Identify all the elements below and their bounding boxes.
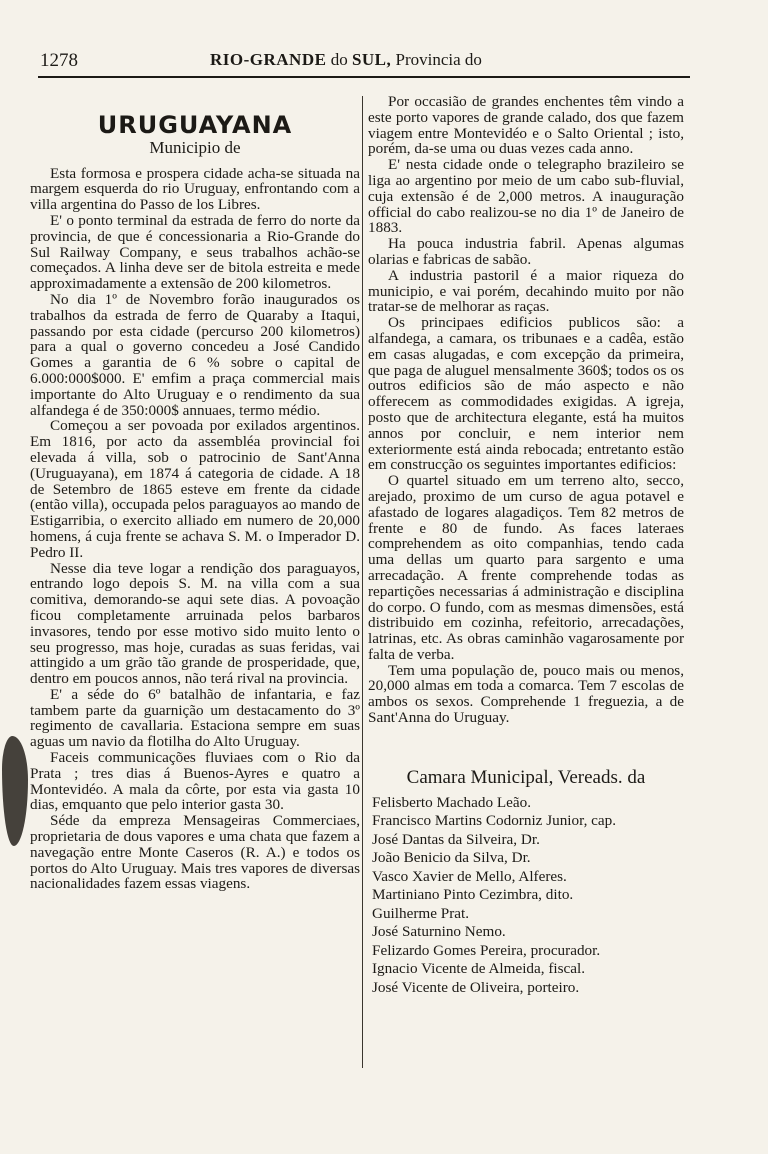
running-title-rio-grande: RIO-GRANDE xyxy=(210,50,327,69)
paragraph: E' nesta cidade onde o telegrapho brazileiro se liga ao argentino por meio de um cabo sub-fluvial, cuja extensão é de 2,000 metros. A inauguração official do cabo realizou-se no dia 1º de Janeiro de 1883. xyxy=(368,156,684,237)
ink-smudge xyxy=(2,736,28,846)
council-member: Ignacio Vicente de Almeida, fiscal. xyxy=(372,960,586,978)
paragraph: Esta formosa e prospera cidade acha-se situada na margem esquerda do rio Uruguay, enfrontando com a villa argentina do Passo de los Libres. xyxy=(30,164,360,214)
council-member: Felisberto Machado Leão. xyxy=(372,793,531,811)
council-member: José Vicente de Oliveira, porteiro. xyxy=(372,978,580,996)
paragraph: A industria pastoril é a maior riqueza do municipio, e vai porém, decahindo muito por não tratar-se de melhorar as raças. xyxy=(368,266,684,316)
paragraph: Os principaes edificios publicos são: a alfandega, a camara, os tribunaes e a cadêa, estão em casas alugadas, e com excepção da primeira, que paga de aluguel mensalmente 360$; todos os os outros edificios são de máo aspecto e não offerecem as commodidades exigidas. A igreja, posto que de architectura elegante, está ha muitos annos por concluir, e nem interior nem exteriormente está ainda rebocada; entretanto estão em construcção os seguintes importantes edificios: xyxy=(368,314,684,474)
council-member-list xyxy=(368,794,684,998)
running-title xyxy=(210,50,482,70)
camara-municipal-heading: Camara Municipal, Vereads. da xyxy=(406,766,646,788)
council-member: Vasco Xavier de Mello, Alferes. xyxy=(372,867,567,885)
left-column xyxy=(30,94,360,892)
header-rule xyxy=(38,76,690,78)
column-divider xyxy=(362,96,363,1068)
council-member: José Dantas da Silveira, Dr. xyxy=(372,830,540,848)
right-column xyxy=(368,94,684,997)
paragraph: Por occasião de grandes enchentes têm vindo a este porto vapores de grande calado, dos que fazem viagem entre Montevidéo e o Salto Oriental ; isto, porém, da-se uma ou duas vezes cada anno. xyxy=(368,93,684,158)
page-number: 1278 xyxy=(40,50,78,71)
paragraph: E' a séde do 6º batalhão de infantaria, e faz tambem parte da guarnição um destacamento do 3º regimento de cavallaria. Estaciona sempre em suas aguas um navio da flotilha do Alto Uruguay. xyxy=(30,685,360,751)
paragraph: Séde da empreza Mensageiras Commerciaes, proprietaria de dous vapores e uma chata que fazem a navegação entre Monte Caseros (R. A.) e todos os portos do Alto Uruguay. Mais tres vapores de diversas nacionalidades fazem essas viagens. xyxy=(30,812,360,893)
page-header xyxy=(40,50,690,74)
council-member: Guilherme Prat. xyxy=(372,904,470,922)
running-title-sul: SUL, xyxy=(351,50,392,69)
council-member: José Saturnino Nemo. xyxy=(372,923,506,941)
council-member: Francisco Martins Codorniz Junior, cap. xyxy=(372,812,617,830)
council-member: Felizardo Gomes Pereira, procurador. xyxy=(372,941,601,959)
section-subtitle: Municipio de xyxy=(149,137,241,157)
paragraph: Faceis communicações fluviaes com o Rio da Prata ; tres dias á Buenos-Ayres e quatro a Montevidéo. A mala da côrte, por esta via gasta 10 dias, emquanto que pelo interior gasta 30. xyxy=(30,749,360,814)
running-title-do: do xyxy=(326,50,352,69)
paragraph: No dia 1º de Novembro forão inaugurados os trabalhos da estrada de ferro de Quaraby a Itaqui, passando por esta cidade (percurso 200 kilometros) para a qual o governo concedeu a José Candido Gomes a garantia de 6 % sobre o capital de 6.000:000$000. E' emfim a praça commercial mais importante do Alto Uruguay e o rendimento da sua alfandega é de 350:000$ annuaes, termo médio. xyxy=(30,290,360,419)
council-member: Martiniano Pinto Cezimbra, dito. xyxy=(372,886,574,904)
paragraph: Começou a ser povoada por exilados argentinos. Em 1816, por acto da assembléa provincial foi elevada á villa, sob o patrocinio de Sant'Anna (Uruguayana), em 1874 á categoria de cidade. A 18 de Setembro de 1865 esteve em frente da cidade (então villa), occupada pelos paraguayos ao mando de Estigarribia, o exercito alliado em numero de 20,000 homens, á cuja frente se achava S. M. o Imperador D. Pedro II. xyxy=(30,417,360,561)
paragraph: Tem uma população de, pouco mais ou menos, 20,000 almas em toda a comarca. Tem 7 escolas de ambos os sexos. Comprehende 1 freguezia, a de Sant'Anna do Uruguay. xyxy=(368,661,684,727)
paragraph: Nesse dia teve logar a rendição dos paraguayos, entrando logo depois S. M. na villa com a sua comitiva, demorando-se aqui sete dias. A povoação ficou completamente arruinada pelos barbaros invasores, tendo por esse motivo sido muito lento o seu progresso, mas hoje, curadas as suas feridas, vai attingido a um grão tão grande de prosperidade, que, dentro em poucos annos, não terá rival na provincia. xyxy=(30,559,360,688)
section-title-uruguayana: URUGUAYANA xyxy=(97,111,293,139)
council-member: João Benicio da Silva, Dr. xyxy=(372,849,531,867)
paragraph: O quartel situado em um terreno alto, secco, arejado, proximo de um curso de agua potavel e afastado de logares alagadiços. Tem 82 metros de frente e 80 de fundo. As faces lateraes comprehendem as oito companhias, tendo cada uma dellas um quarto para sargento e uma arrecadação. A frente comprehende todas as repartições necessarias á administração e disciplina do corpo. O fundo, com as mesmas dimensões, está distribuido em cozinha, refeitorio, arrecadações, latrinas, etc. As obras caminhão vagarosamente por falta de verba. xyxy=(368,472,684,663)
paragraph: Ha pouca industria fabril. Apenas algumas olarias e fabricas de sabão. xyxy=(368,235,684,268)
running-title-provincia: Provincia do xyxy=(391,50,482,69)
paragraph: E' o ponto terminal da estrada de ferro do norte da provincia, de que é concessionaria a Rio-Grande do Sul Railway Company, e seus trabalhos achão-se começados. A linha deve ser de bitola estreita e mede approximadamente a extensão de 200 kilometros. xyxy=(30,211,360,293)
